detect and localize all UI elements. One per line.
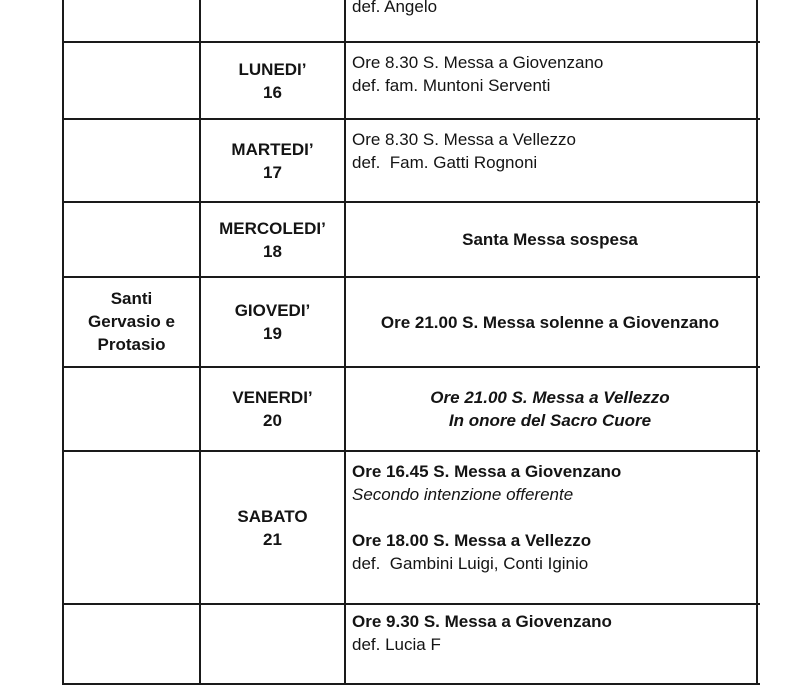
mass-cell (346, 278, 758, 366)
day-cell (201, 605, 346, 683)
mass-line: Santa Messa sospesa (462, 230, 638, 249)
day-cell (201, 278, 346, 366)
day-cell (201, 0, 346, 41)
day-number: 17 (263, 162, 282, 182)
mass-schedule-table (62, 0, 760, 685)
day-cell (201, 43, 346, 118)
mass-line: Ore 9.30 S. Messa a Giovenzano (352, 612, 612, 631)
day-cell (201, 452, 346, 603)
saint-cell (64, 605, 201, 683)
saint-cell (64, 452, 201, 603)
day-cell (201, 203, 346, 276)
saint-name-line: Santi (110, 288, 153, 308)
mass-line: Ore 18.00 S. Messa a Vellezzo (352, 531, 592, 550)
mass-line: def. Fam. Gatti Rognoni (352, 153, 538, 172)
saint-cell (64, 43, 201, 118)
day-name: VENERDI’ (232, 388, 313, 407)
mass-line: def. Angelo (352, 0, 438, 16)
day-name: MERCOLEDI’ (219, 218, 326, 238)
mass-cell (346, 452, 758, 603)
day-cell (201, 120, 346, 201)
mass-line: Ore 8.30 S. Messa a Vellezzo (352, 130, 576, 149)
day-number: 20 (263, 411, 282, 430)
mass-line: Ore 16.45 S. Messa a Giovenzano (352, 462, 622, 481)
saint-cell (64, 0, 201, 41)
mass-line: def. fam. Muntoni Serventi (352, 76, 551, 95)
table-row-previous-partial (64, 0, 760, 43)
day-number: 16 (263, 82, 282, 102)
table-row-martedi-17 (64, 120, 760, 203)
day-name: SABATO (237, 506, 308, 526)
mass-line: Ore 21.00 S. Messa solenne a Giovenzano (380, 312, 720, 332)
mass-line: Ore 8.30 S. Messa a Giovenzano (352, 53, 604, 72)
mass-cell (346, 605, 758, 683)
mass-line: Ore 21.00 S. Messa a Vellezzo (430, 388, 670, 407)
saint-name-line: Gervasio e (88, 311, 175, 331)
mass-line: def. Lucia F (352, 635, 441, 654)
mass-cell (346, 203, 758, 276)
mass-cell (346, 120, 758, 201)
saint-cell (64, 278, 201, 366)
day-number: 18 (263, 241, 282, 261)
mass-cell (346, 43, 758, 118)
mass-line: Secondo intenzione offerente (352, 485, 574, 504)
mass-line: def. Gambini Luigi, Conti Iginio (352, 554, 589, 573)
day-cell (201, 368, 346, 450)
day-number: 21 (263, 529, 282, 549)
mass-cell (346, 0, 758, 41)
table-row-sabato-21 (64, 452, 760, 605)
saint-cell (64, 120, 201, 201)
day-name: GIOVEDI’ (234, 301, 311, 320)
day-name: MARTEDI’ (231, 139, 314, 159)
table-row-giovedi-19 (64, 278, 760, 368)
mass-line-spacer (352, 506, 748, 529)
mass-line: In onore del Sacro Cuore (448, 411, 652, 430)
table-row-next-partial (64, 605, 760, 685)
table-row-lunedi-16 (64, 43, 760, 120)
saint-cell (64, 368, 201, 450)
day-number: 19 (263, 324, 282, 343)
saint-cell (64, 203, 201, 276)
mass-cell (346, 368, 758, 450)
day-name: LUNEDI’ (238, 59, 307, 79)
table-row-venerdi-20 (64, 368, 760, 452)
saint-name-line: Protasio (97, 334, 166, 354)
table-row-mercoledi-18 (64, 203, 760, 278)
